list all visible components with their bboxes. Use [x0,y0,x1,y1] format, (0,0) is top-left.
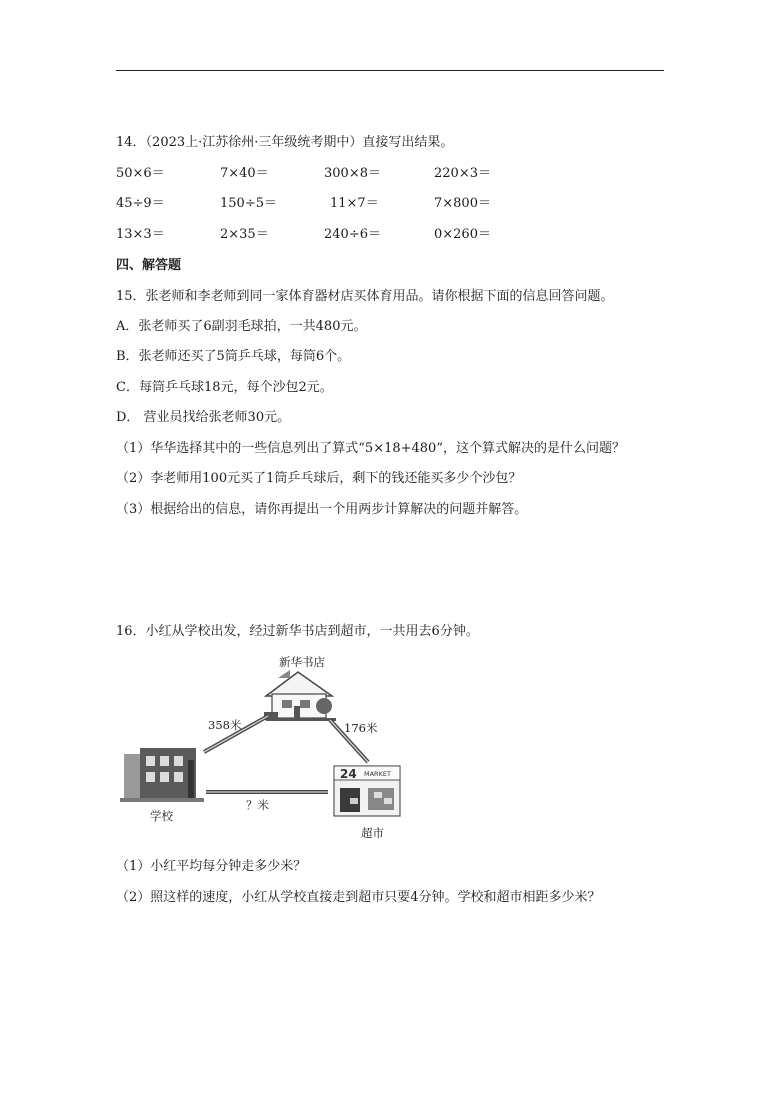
header-rule [116,70,664,71]
q15-info-d: D． 营业员找给张老师30元。 [116,410,291,425]
q15-info-c: C．每筒乒乓球18元，每个沙包2元。 [116,380,333,395]
calc-item: 240÷6＝ [324,227,381,242]
market-sign-text: MARKET [364,770,391,778]
calc-item: 50×6＝ [116,166,165,181]
calc-item: 45÷9＝ [116,196,165,211]
calc-item: 220×3＝ [434,166,491,181]
q16-heading: 16．小红从学校出发，经过新华书店到超市，一共用去6分钟。 [116,624,479,639]
calc-item: 0×260＝ [434,227,491,242]
bookstore-illustration [264,670,336,721]
calc-item: 7×800＝ [434,196,491,211]
market-illustration [334,766,400,816]
school-illustration [120,748,204,802]
calc-item: 2×35＝ [220,227,269,242]
q16-question-2: （2）照这样的速度，小红从学校直接走到超市只要4分钟。学校和超市相距多少米？ [116,890,601,905]
market-sign-number: 24 [340,767,357,781]
distance-label-school-store: 358米 [208,718,242,732]
q15-question-1: （1）华华选择其中的一些信息列出了算式“5×18+480”，这个算式解决的是什么问题？ [116,441,625,456]
q15-info-b: B．张老师还买了5筒乒乓球，每筒6个。 [116,349,351,364]
q16-question-1: （1）小红平均每分钟走多少米？ [116,859,307,874]
distance-label-school-market: ？米 [246,798,269,812]
calc-item: 13×3＝ [116,227,165,242]
distance-label-store-market: 176米 [344,721,378,735]
bookstore-label: 新华书店 [279,655,325,669]
calc-item: 11×7＝ [330,196,379,211]
q15-question-2: （2）李老师用100元买了1筒乒乓球后，剩下的钱还能买多少个沙包？ [116,471,522,486]
q14-heading: 14．（2023上·江苏徐州·三年级统考期中）直接写出结果。 [116,135,454,150]
q15-question-3: （3）根据给出的信息，请你再提出一个用两步计算解决的问题并解答。 [116,502,528,517]
calc-item: 150÷5＝ [220,196,277,211]
q15-info-a: A．张老师买了6副羽毛球拍，一共480元。 [116,319,367,334]
q15-heading: 15．张老师和李老师到同一家体育器材店买体育用品。请你根据下面的信息回答问题。 [116,289,614,304]
calc-item: 7×40＝ [220,166,269,181]
market-label: 超市 [361,826,384,840]
section-title: 四、解答题 [116,258,182,273]
calc-item: 300×8＝ [324,166,381,181]
school-label: 学校 [150,809,173,823]
